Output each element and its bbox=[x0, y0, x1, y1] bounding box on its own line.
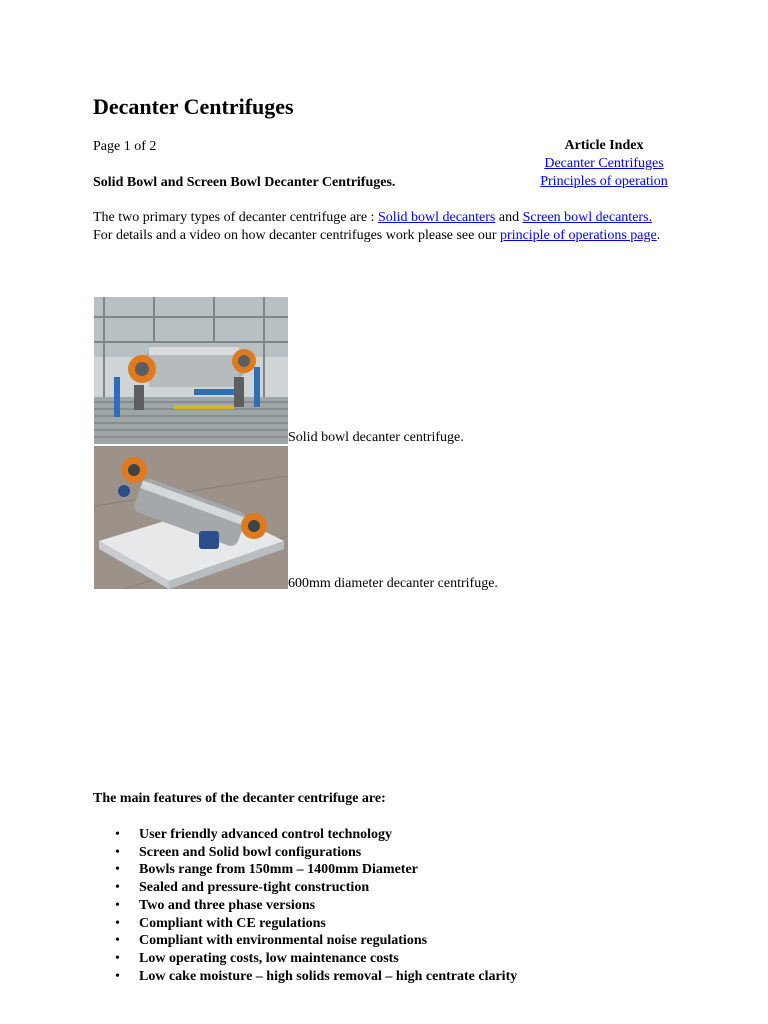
feature-item: • Compliant with environmental noise regulations bbox=[93, 932, 517, 950]
feature-item: • Screen and Solid bowl configurations bbox=[93, 844, 517, 862]
article-index-link-decanter-centrifuges[interactable]: Decanter Centrifuges bbox=[544, 156, 664, 171]
page-title: Decanter Centrifuges bbox=[93, 94, 294, 119]
page-indicator: Page 1 of 2 bbox=[93, 139, 157, 154]
section-subtitle: Solid Bowl and Screen Bowl Decanter Centrifuges. bbox=[93, 175, 396, 190]
feature-item: • User friendly advanced control technology bbox=[93, 826, 517, 844]
feature-item: • Low operating costs, low maintenance costs bbox=[93, 950, 517, 968]
intro-and-text: and bbox=[495, 210, 523, 225]
feature-item: • Bowls range from 150mm – 1400mm Diameter bbox=[93, 861, 517, 879]
feature-item: • Low cake moisture – high solids removal – high centrate clarity bbox=[93, 968, 517, 986]
solid-bowl-decanter-photo bbox=[94, 297, 288, 444]
features-list bbox=[93, 826, 517, 985]
solid-bowl-decanter-photo-icon bbox=[94, 297, 288, 444]
feature-item: • Compliant with CE regulations bbox=[93, 915, 517, 933]
solid-bowl-decanters-link[interactable]: Solid bowl decanters bbox=[377, 210, 496, 225]
details-text: For details and a video on how decanter centrifuges work please see our bbox=[93, 228, 501, 243]
details-period: . bbox=[656, 228, 661, 243]
feature-item: • Sealed and pressure-tight construction bbox=[93, 879, 517, 897]
article-index-title: Article Index bbox=[564, 138, 644, 153]
solid-bowl-caption: Solid bowl decanter centrifuge. bbox=[288, 430, 464, 445]
features-heading: The main features of the decanter centrifuge are: bbox=[93, 791, 386, 806]
600mm-decanter-photo-icon bbox=[94, 446, 288, 589]
screen-bowl-decanters-link[interactable]: Screen bowl decanters. bbox=[522, 210, 653, 225]
600mm-decanter-photo bbox=[94, 446, 288, 589]
article-index bbox=[522, 137, 686, 191]
feature-item: • Two and three phase versions bbox=[93, 897, 517, 915]
principle-of-operations-link[interactable]: principle of operations page bbox=[500, 228, 657, 243]
intro-paragraph bbox=[93, 209, 673, 245]
intro-text: The two primary types of decanter centrifuge are : bbox=[93, 210, 378, 225]
article-index-link-principles-of-operation[interactable]: Principles of operation bbox=[540, 174, 668, 189]
600mm-caption: 600mm diameter decanter centrifuge. bbox=[288, 576, 498, 591]
